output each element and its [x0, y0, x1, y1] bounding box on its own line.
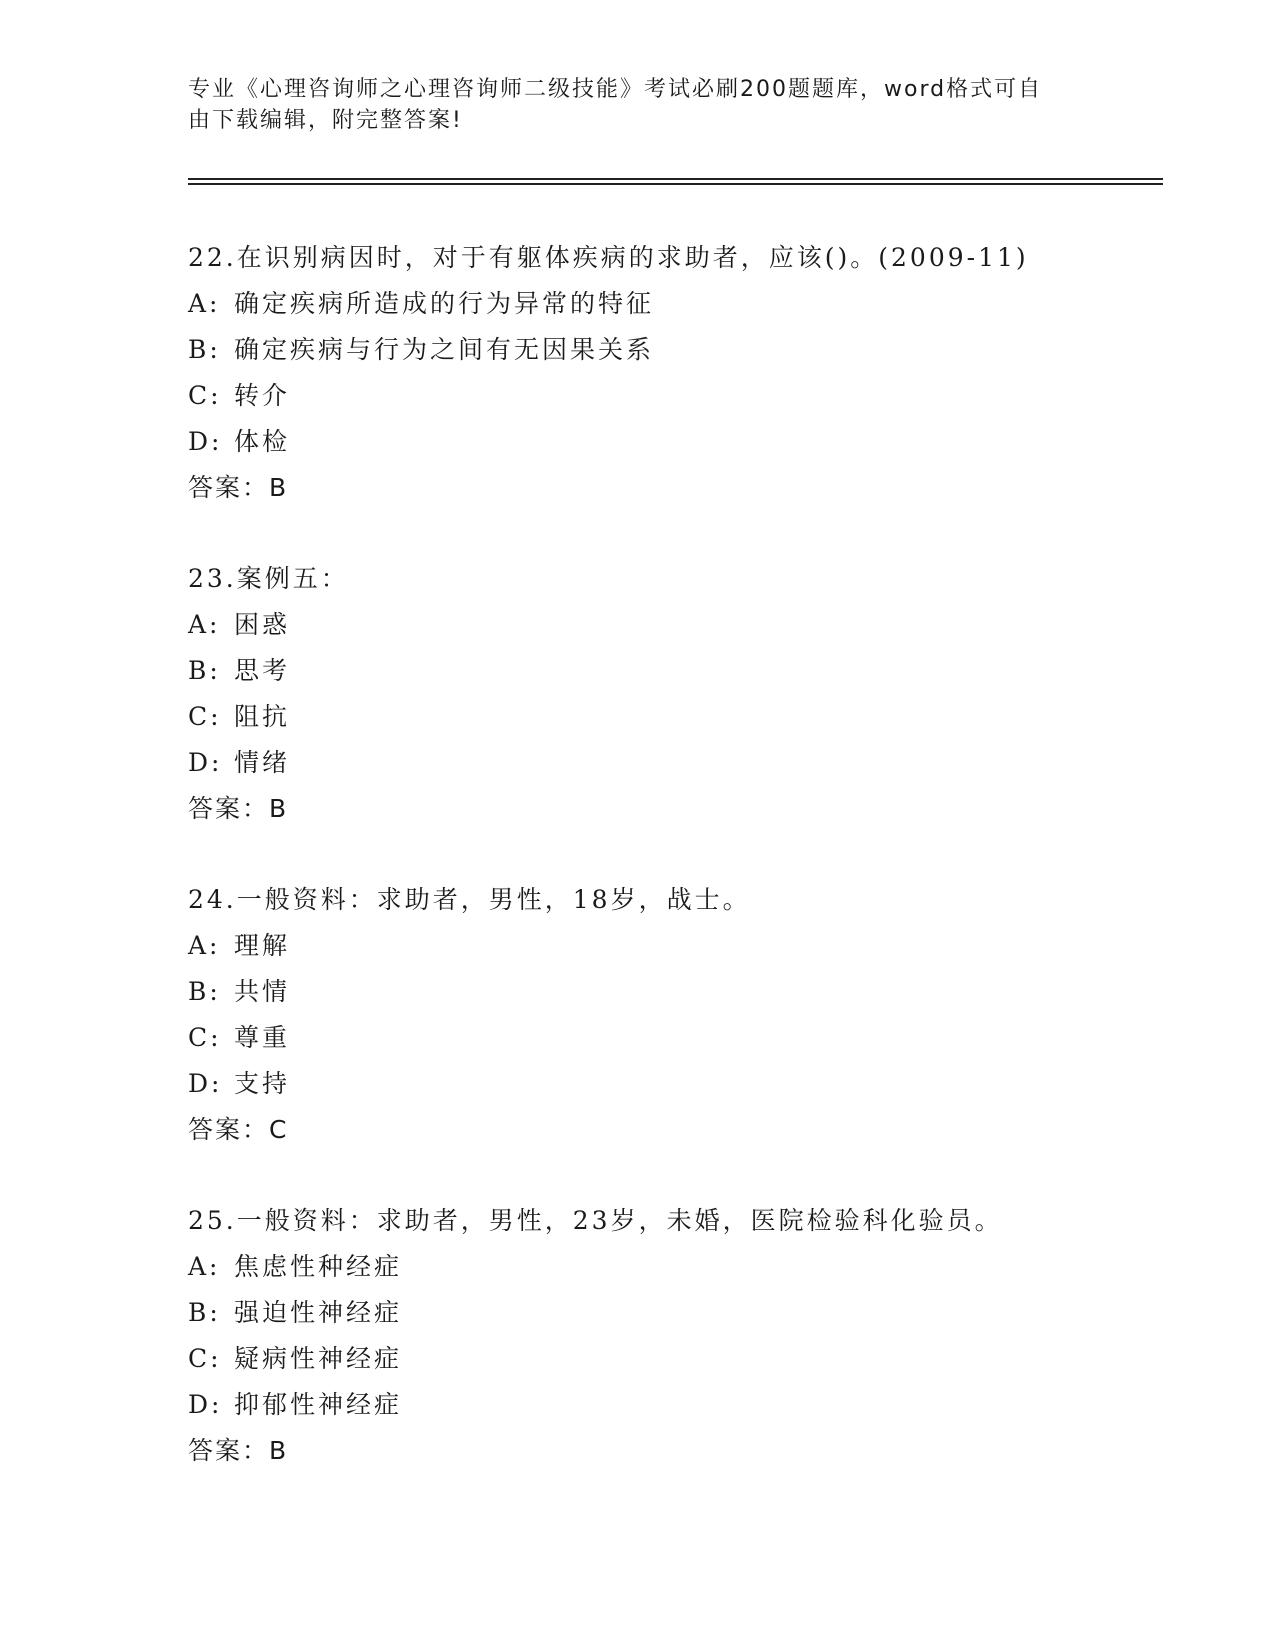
option-text: 理解 — [234, 931, 291, 960]
option-text: 阻抗 — [234, 702, 291, 731]
header-divider-bottom — [188, 183, 1163, 185]
option-d — [188, 1382, 1148, 1428]
option-letter: D: — [188, 427, 223, 456]
question-25 — [188, 1198, 1148, 1474]
option-a — [188, 1244, 1148, 1290]
option-text: 强迫性神经症 — [234, 1298, 403, 1327]
option-letter: B: — [188, 656, 221, 685]
option-d — [188, 419, 1148, 465]
option-letter: A: — [188, 931, 221, 960]
option-text: 转介 — [234, 381, 291, 410]
option-letter: B: — [188, 977, 221, 1006]
answer-line: 答案：C — [188, 1115, 289, 1144]
header-line-2: 由下载编辑，附完整答案! — [188, 108, 463, 133]
option-text: 情绪 — [234, 748, 291, 777]
option-letter: D: — [188, 748, 223, 777]
option-letter: C: — [188, 1344, 222, 1373]
answer-line: 答案：B — [188, 473, 289, 502]
question-stem: 24.一般资料：求助者，男性，18岁，战士。 — [188, 885, 751, 914]
option-text: 支持 — [234, 1069, 291, 1098]
option-text: 思考 — [234, 656, 291, 685]
option-text: 疑病性神经症 — [234, 1344, 403, 1373]
option-d — [188, 740, 1148, 786]
header-line-1: 专业《心理咨询师之心理咨询师二级技能》考试必刷200题题库，word格式可自 — [188, 77, 1043, 102]
option-text: 尊重 — [234, 1023, 291, 1052]
option-letter: C: — [188, 381, 222, 410]
option-b — [188, 969, 1148, 1015]
option-a — [188, 281, 1148, 327]
answer-line: 答案：B — [188, 1436, 289, 1465]
document-header — [188, 74, 1088, 136]
option-text: 确定疾病与行为之间有无因果关系 — [234, 335, 655, 364]
question-stem: 22.在识别病因时，对于有躯体疾病的求助者，应该()。(2009-11) — [188, 243, 1029, 272]
question-stem: 23.案例五： — [188, 564, 349, 593]
option-text: 困惑 — [234, 610, 291, 639]
header-divider-top — [188, 178, 1163, 180]
option-c — [188, 1015, 1148, 1061]
question-24 — [188, 877, 1148, 1153]
question-stem: 25.一般资料：求助者，男性，23岁，未婚，医院检验科化验员。 — [188, 1206, 1003, 1235]
question-22 — [188, 235, 1148, 511]
option-text: 共情 — [234, 977, 291, 1006]
answer-line: 答案：B — [188, 794, 289, 823]
option-c — [188, 694, 1148, 740]
option-letter: A: — [188, 1252, 221, 1281]
option-text: 体检 — [234, 427, 291, 456]
option-c — [188, 373, 1148, 419]
option-letter: B: — [188, 335, 221, 364]
option-c — [188, 1336, 1148, 1382]
option-b — [188, 1290, 1148, 1336]
option-a — [188, 923, 1148, 969]
option-letter: C: — [188, 702, 222, 731]
option-a — [188, 602, 1148, 648]
option-b — [188, 648, 1148, 694]
option-d — [188, 1061, 1148, 1107]
option-letter: A: — [188, 289, 221, 318]
option-b — [188, 327, 1148, 373]
option-text: 抑郁性神经症 — [234, 1390, 403, 1419]
option-letter: D: — [188, 1069, 223, 1098]
option-text: 焦虑性种经症 — [234, 1252, 403, 1281]
option-letter: A: — [188, 610, 221, 639]
option-letter: C: — [188, 1023, 222, 1052]
question-23 — [188, 556, 1148, 832]
option-text: 确定疾病所造成的行为异常的特征 — [234, 289, 655, 318]
option-letter: D: — [188, 1390, 223, 1419]
option-letter: B: — [188, 1298, 221, 1327]
